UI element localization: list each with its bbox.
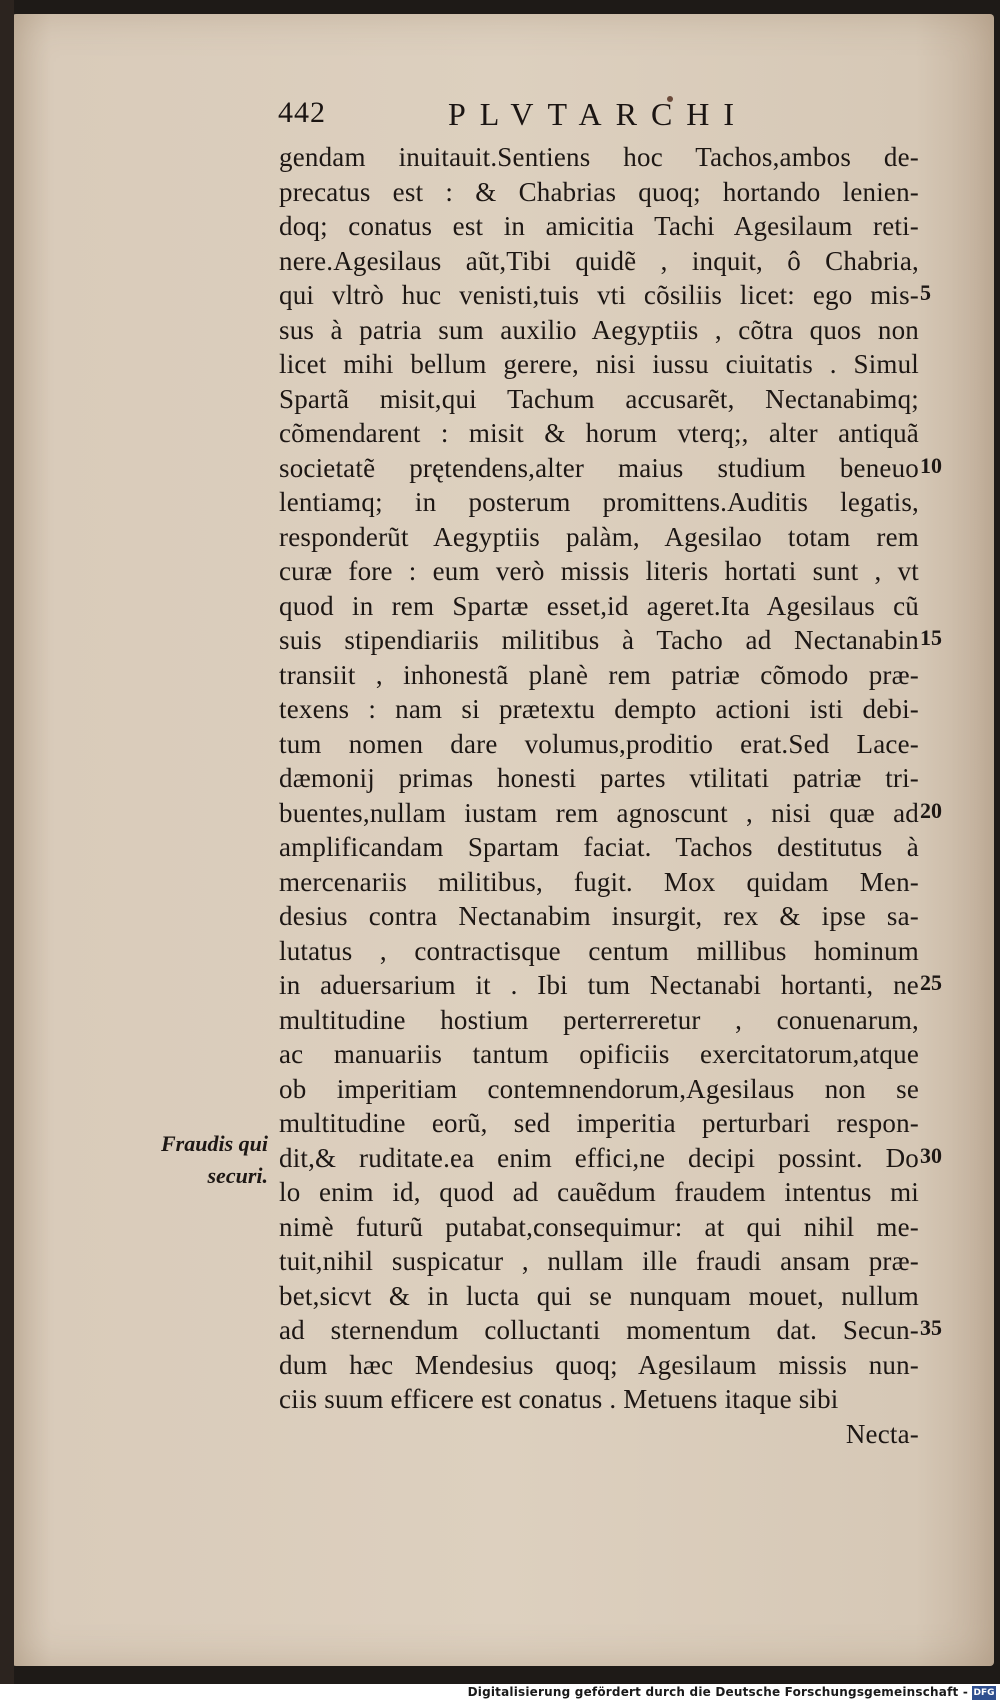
text-line: nimè futurũ putabat,consequimur: at qui nihil me- xyxy=(279,1211,919,1242)
text-line: lo enim id, quod ad cauẽdum fraudem intentus mi xyxy=(279,1177,919,1207)
text-line: ad sternendum colluctanti momentum dat. Secun- xyxy=(279,1315,919,1345)
text-line: qui vltrò huc venisti,tuis vti cõsiliis licet: ego mis- xyxy=(279,280,919,310)
text-line: nere.Agesilaus aũt,Tibi quidẽ , inquit, ô Chabria, xyxy=(279,245,919,276)
text-line: tum nomen dare volumus,proditio erat.Sed Lace- xyxy=(279,728,919,759)
marginal-note-line: Fraudis qui xyxy=(161,1131,268,1156)
text-line: Spartã misit,qui Tachum accusarẽt, Nectanabimq; xyxy=(279,383,919,414)
marginal-note-line: securi. xyxy=(207,1163,268,1188)
text-line: in aduersarium it . Ibi tum Nectanabi hortanti, ne xyxy=(279,970,919,1000)
text-line: precatus est : & Chabrias quoq; hortando lenien- xyxy=(279,176,919,207)
text-line: suis stipendiariis militibus à Tacho ad Nectanabin xyxy=(279,625,919,655)
text-line: sus à patria sum auxilio Aegyptiis , cõtra quos non xyxy=(279,314,919,345)
text-line: cõmendarent : misit & horum vterq;, alter antiquã xyxy=(279,418,919,448)
text-line: mercenariis militibus, fugit. Mox quidam Men- xyxy=(279,866,919,897)
text-line: curæ fore : eum verò missis literis hortati sunt , vt xyxy=(279,556,919,586)
text-line: buentes,nullam iustam rem agnoscunt , nisi quæ ad xyxy=(279,797,919,828)
text-line: licet mihi bellum gerere, nisi iussu ciuitatis . Simul xyxy=(279,349,919,379)
line-number: 5 xyxy=(920,280,931,305)
text-line: bet,sicvt & in lucta qui se nunquam mouet, nullum xyxy=(279,1280,919,1311)
line-number: 35 xyxy=(920,1315,942,1340)
page-header xyxy=(278,96,838,136)
text-line: responderũt Aegyptiis palàm, Agesilao totam rem xyxy=(279,521,919,552)
line-number: 20 xyxy=(920,797,942,823)
digitization-footer xyxy=(0,1684,1000,1703)
text-line: tuit,nihil suspicatur , nullam ille fraudi ansam præ- xyxy=(279,1246,919,1276)
line-number: 30 xyxy=(920,1142,942,1168)
main-text-block xyxy=(279,140,919,1451)
footer-credit: Digitalisierung gefördert durch die Deutsche Forschungsgemeinschaft - xyxy=(467,1685,968,1699)
line-number: 15 xyxy=(920,625,942,650)
page-number: 442 xyxy=(278,96,326,129)
text-line: ac manuariis tantum opificiis exercitatorum,atque xyxy=(279,1039,919,1069)
text-line: multitudine hostium perterreretur , conuenarum, xyxy=(279,1004,919,1035)
text-line: desius contra Nectanabim insurgit, rex & ipse sa- xyxy=(279,901,919,931)
text-line: lutatus , contractisque centum millibus hominum xyxy=(279,935,919,966)
text-line: ob imperitiam contemnendorum,Agesilaus non se xyxy=(279,1073,919,1104)
running-head: PLVTARCHI xyxy=(448,96,749,132)
text-line: doq; conatus est in amicitia Tachi Agesilaum reti- xyxy=(279,211,919,241)
text-line: texens : nam si prætextu dempto actioni isti debi- xyxy=(279,694,919,724)
text-line: dæmonij primas honesti partes vtilitati patriæ tri- xyxy=(279,763,919,793)
text-line: multitudine eorũ, sed imperitia perturbari respon- xyxy=(279,1108,919,1138)
text-line: ciis suum efficere est conatus . Metuens itaque sibi xyxy=(279,1384,839,1414)
text-line: amplificandam Spartam faciat. Tachos destitutus à xyxy=(279,832,919,862)
text-line: dit,& ruditate.ea enim effici,ne decipi possint. Do xyxy=(279,1142,919,1173)
text-line: quod in rem Spartæ esset,id ageret.Ita Agesilaus cũ xyxy=(279,590,919,621)
text-line: transiit , inhonestã planè rem patriæ cõmodo præ- xyxy=(279,659,919,690)
line-number: 25 xyxy=(920,970,942,995)
catchword: Necta- xyxy=(845,1418,919,1449)
text-line: lentiamq; in posterum promittens.Auditis legatis, xyxy=(279,487,919,517)
dfg-logo-icon: DFG xyxy=(973,1688,995,1698)
marginal-note xyxy=(138,1128,268,1192)
text-line: gendam inuitauit.Sentiens hoc Tachos,ambos de- xyxy=(279,142,919,172)
text-line: dum hæc Mendesius quoq; Agesilaum missis nun- xyxy=(279,1349,919,1380)
line-number: 10 xyxy=(920,452,942,478)
text-line: societatẽ prętendens,alter maius studium beneuo xyxy=(279,452,919,483)
